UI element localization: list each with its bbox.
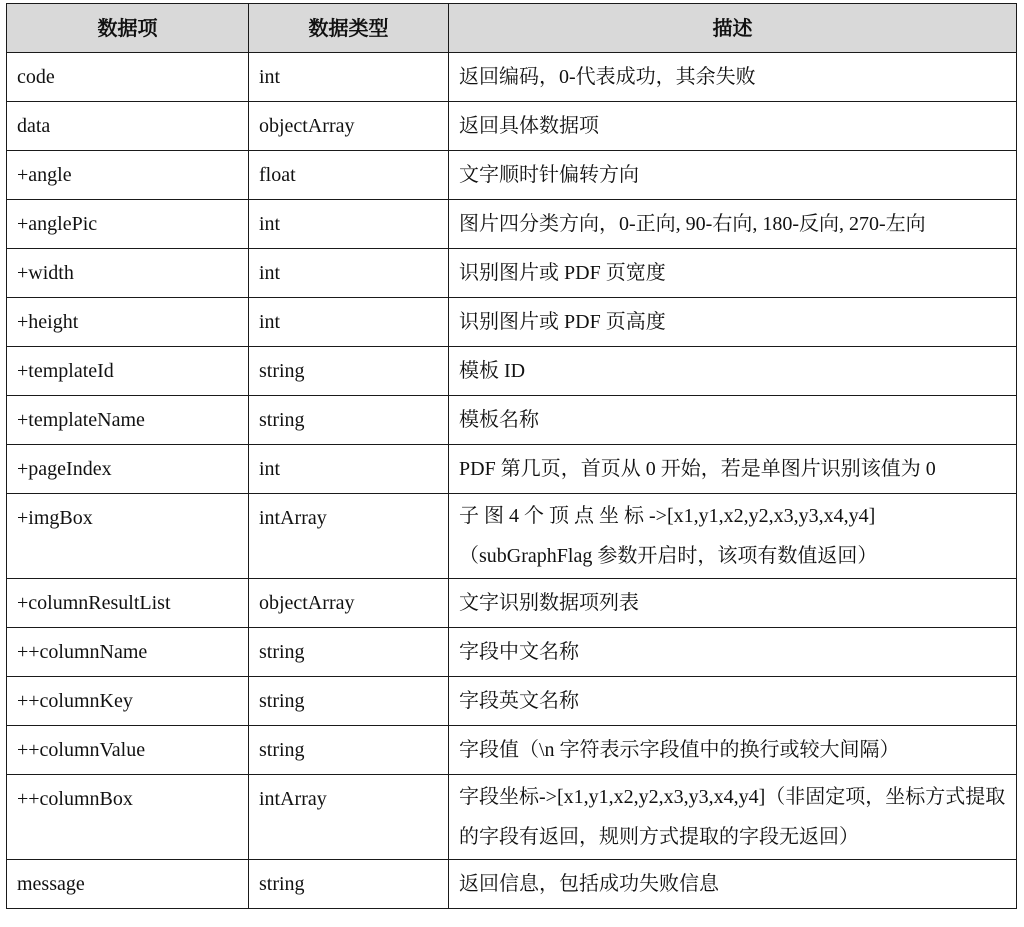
table-row <box>7 102 1017 151</box>
api-response-fields-table <box>6 3 1017 909</box>
description-cell: 文字顺时针偏转方向 <box>449 151 1017 200</box>
description-cell: 图片四分类方向，0-正向, 90-右向, 180-反向, 270-左向 <box>449 200 1017 249</box>
type-cell: int <box>249 298 449 347</box>
field-cell: message <box>7 860 249 909</box>
type-cell: string <box>249 396 449 445</box>
field-cell: ++columnValue <box>7 726 249 775</box>
field-cell: +angle <box>7 151 249 200</box>
header-type: 数据类型 <box>249 4 449 53</box>
description-cell: 返回具体数据项 <box>449 102 1017 151</box>
type-cell: intArray <box>249 494 449 579</box>
field-cell: +height <box>7 298 249 347</box>
field-cell: ++columnBox <box>7 775 249 860</box>
type-cell: string <box>249 347 449 396</box>
header-field: 数据项 <box>7 4 249 53</box>
type-cell: string <box>249 726 449 775</box>
description-cell: 返回信息，包括成功失败信息 <box>449 860 1017 909</box>
header-row <box>7 4 1017 53</box>
field-cell: +anglePic <box>7 200 249 249</box>
field-cell: data <box>7 102 249 151</box>
description-cell: 文字识别数据项列表 <box>449 579 1017 628</box>
type-cell: objectArray <box>249 579 449 628</box>
table-row <box>7 298 1017 347</box>
table-row <box>7 249 1017 298</box>
type-cell: intArray <box>249 775 449 860</box>
table-row <box>7 494 1017 579</box>
description-cell: 字段坐标->[x1,y1,x2,y2,x3,y3,x4,y4]（非固定项，坐标方式提取的字段有返回，规则方式提取的字段无返回） <box>449 775 1017 860</box>
description-cell: 模板名称 <box>449 396 1017 445</box>
table-row <box>7 677 1017 726</box>
header-description: 描述 <box>449 4 1017 53</box>
field-cell: +imgBox <box>7 494 249 579</box>
type-cell: string <box>249 860 449 909</box>
type-cell: int <box>249 200 449 249</box>
table-row <box>7 726 1017 775</box>
type-cell: int <box>249 53 449 102</box>
type-cell: objectArray <box>249 102 449 151</box>
type-cell: string <box>249 628 449 677</box>
table-row <box>7 445 1017 494</box>
description-cell: 字段值（\n 字符表示字段值中的换行或较大间隔） <box>449 726 1017 775</box>
description-cell: 模板 ID <box>449 347 1017 396</box>
field-cell: +templateId <box>7 347 249 396</box>
field-cell: code <box>7 53 249 102</box>
table-row <box>7 628 1017 677</box>
field-cell: +width <box>7 249 249 298</box>
table-row <box>7 200 1017 249</box>
table-row <box>7 860 1017 909</box>
table-row <box>7 53 1017 102</box>
field-cell: +pageIndex <box>7 445 249 494</box>
description-cell: 字段英文名称 <box>449 677 1017 726</box>
field-cell: ++columnKey <box>7 677 249 726</box>
description-cell: 字段中文名称 <box>449 628 1017 677</box>
description-cell: 子 图 4 个 顶 点 坐 标 ->[x1,y1,x2,y2,x3,y3,x4,y4]（subGraphFlag 参数开启时，该项有数值返回） <box>449 494 1017 579</box>
description-cell: 返回编码，0-代表成功，其余失败 <box>449 53 1017 102</box>
description-cell: PDF 第几页，首页从 0 开始，若是单图片识别该值为 0 <box>449 445 1017 494</box>
field-cell: +columnResultList <box>7 579 249 628</box>
table-row <box>7 347 1017 396</box>
field-cell: ++columnName <box>7 628 249 677</box>
table-row <box>7 151 1017 200</box>
description-cell: 识别图片或 PDF 页宽度 <box>449 249 1017 298</box>
table-row <box>7 396 1017 445</box>
field-cell: +templateName <box>7 396 249 445</box>
type-cell: int <box>249 249 449 298</box>
table-row <box>7 579 1017 628</box>
type-cell: string <box>249 677 449 726</box>
type-cell: int <box>249 445 449 494</box>
description-cell: 识别图片或 PDF 页高度 <box>449 298 1017 347</box>
type-cell: float <box>249 151 449 200</box>
table-row <box>7 775 1017 860</box>
